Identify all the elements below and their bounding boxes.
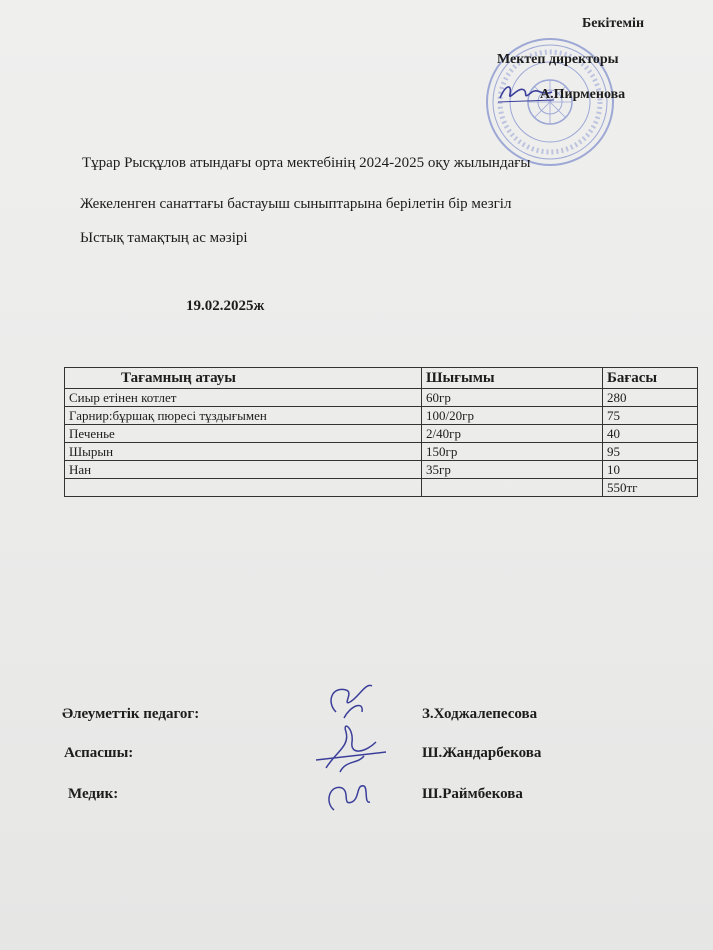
dish-yield: 150гр (422, 443, 603, 461)
staff-role: Медик: (68, 786, 119, 802)
dish-price: 75 (603, 407, 698, 425)
table-total-row (65, 479, 698, 497)
dish-price: 280 (603, 389, 698, 407)
table-row (65, 389, 698, 407)
heading-line-2: Жекеленген санаттағы бастауыш сыныптарына берілетін бір мезгіл (80, 196, 512, 212)
approval-role: Мектеп директоры (497, 52, 619, 67)
dish-name: Печенье (65, 425, 422, 443)
staff-role: Аспасшы: (64, 745, 134, 761)
heading-line-1: Тұрар Рысқұлов атындағы орта мектебінің 2024-2025 оқу жылындағы (82, 155, 531, 171)
staff-name: З.Ходжалепесова (422, 706, 538, 722)
staff-signatures (306, 672, 406, 822)
dish-yield: 35гр (422, 461, 603, 479)
menu-date: 19.02.2025ж (186, 298, 265, 314)
dish-yield: 60гр (422, 389, 603, 407)
dish-yield: 100/20гр (422, 407, 603, 425)
dish-name: Гарнир:бұршақ пюресі тұздығымен (65, 407, 422, 425)
dish-price: 95 (603, 443, 698, 461)
total-empty-cell (65, 479, 422, 497)
table-row (65, 425, 698, 443)
heading-line-3: Ыстық тамақтың ас мәзірі (80, 230, 248, 246)
header-yield: Шығымы (422, 368, 603, 389)
total-empty-cell (422, 479, 603, 497)
dish-name: Шырын (65, 443, 422, 461)
staff-name: Ш.Жандарбекова (422, 745, 542, 761)
staff-name: Ш.Раймбекова (422, 786, 523, 802)
table-row (65, 407, 698, 425)
approval-name: А.Пирменова (540, 87, 626, 102)
table-header-row (65, 368, 698, 389)
staff-role: Әлеуметтік педагог: (62, 706, 200, 722)
dish-price: 40 (603, 425, 698, 443)
dish-price: 10 (603, 461, 698, 479)
total-price: 550тг (603, 479, 698, 497)
header-price: Бағасы (603, 368, 698, 389)
table-row (65, 461, 698, 479)
dish-name: Сиыр етінен котлет (65, 389, 422, 407)
dish-name: Нан (65, 461, 422, 479)
menu-table (64, 367, 698, 497)
header-dish-name: Тағамның атауы (65, 368, 422, 389)
table-row (65, 443, 698, 461)
dish-yield: 2/40гр (422, 425, 603, 443)
approval-title: Бекітемін (582, 16, 645, 31)
